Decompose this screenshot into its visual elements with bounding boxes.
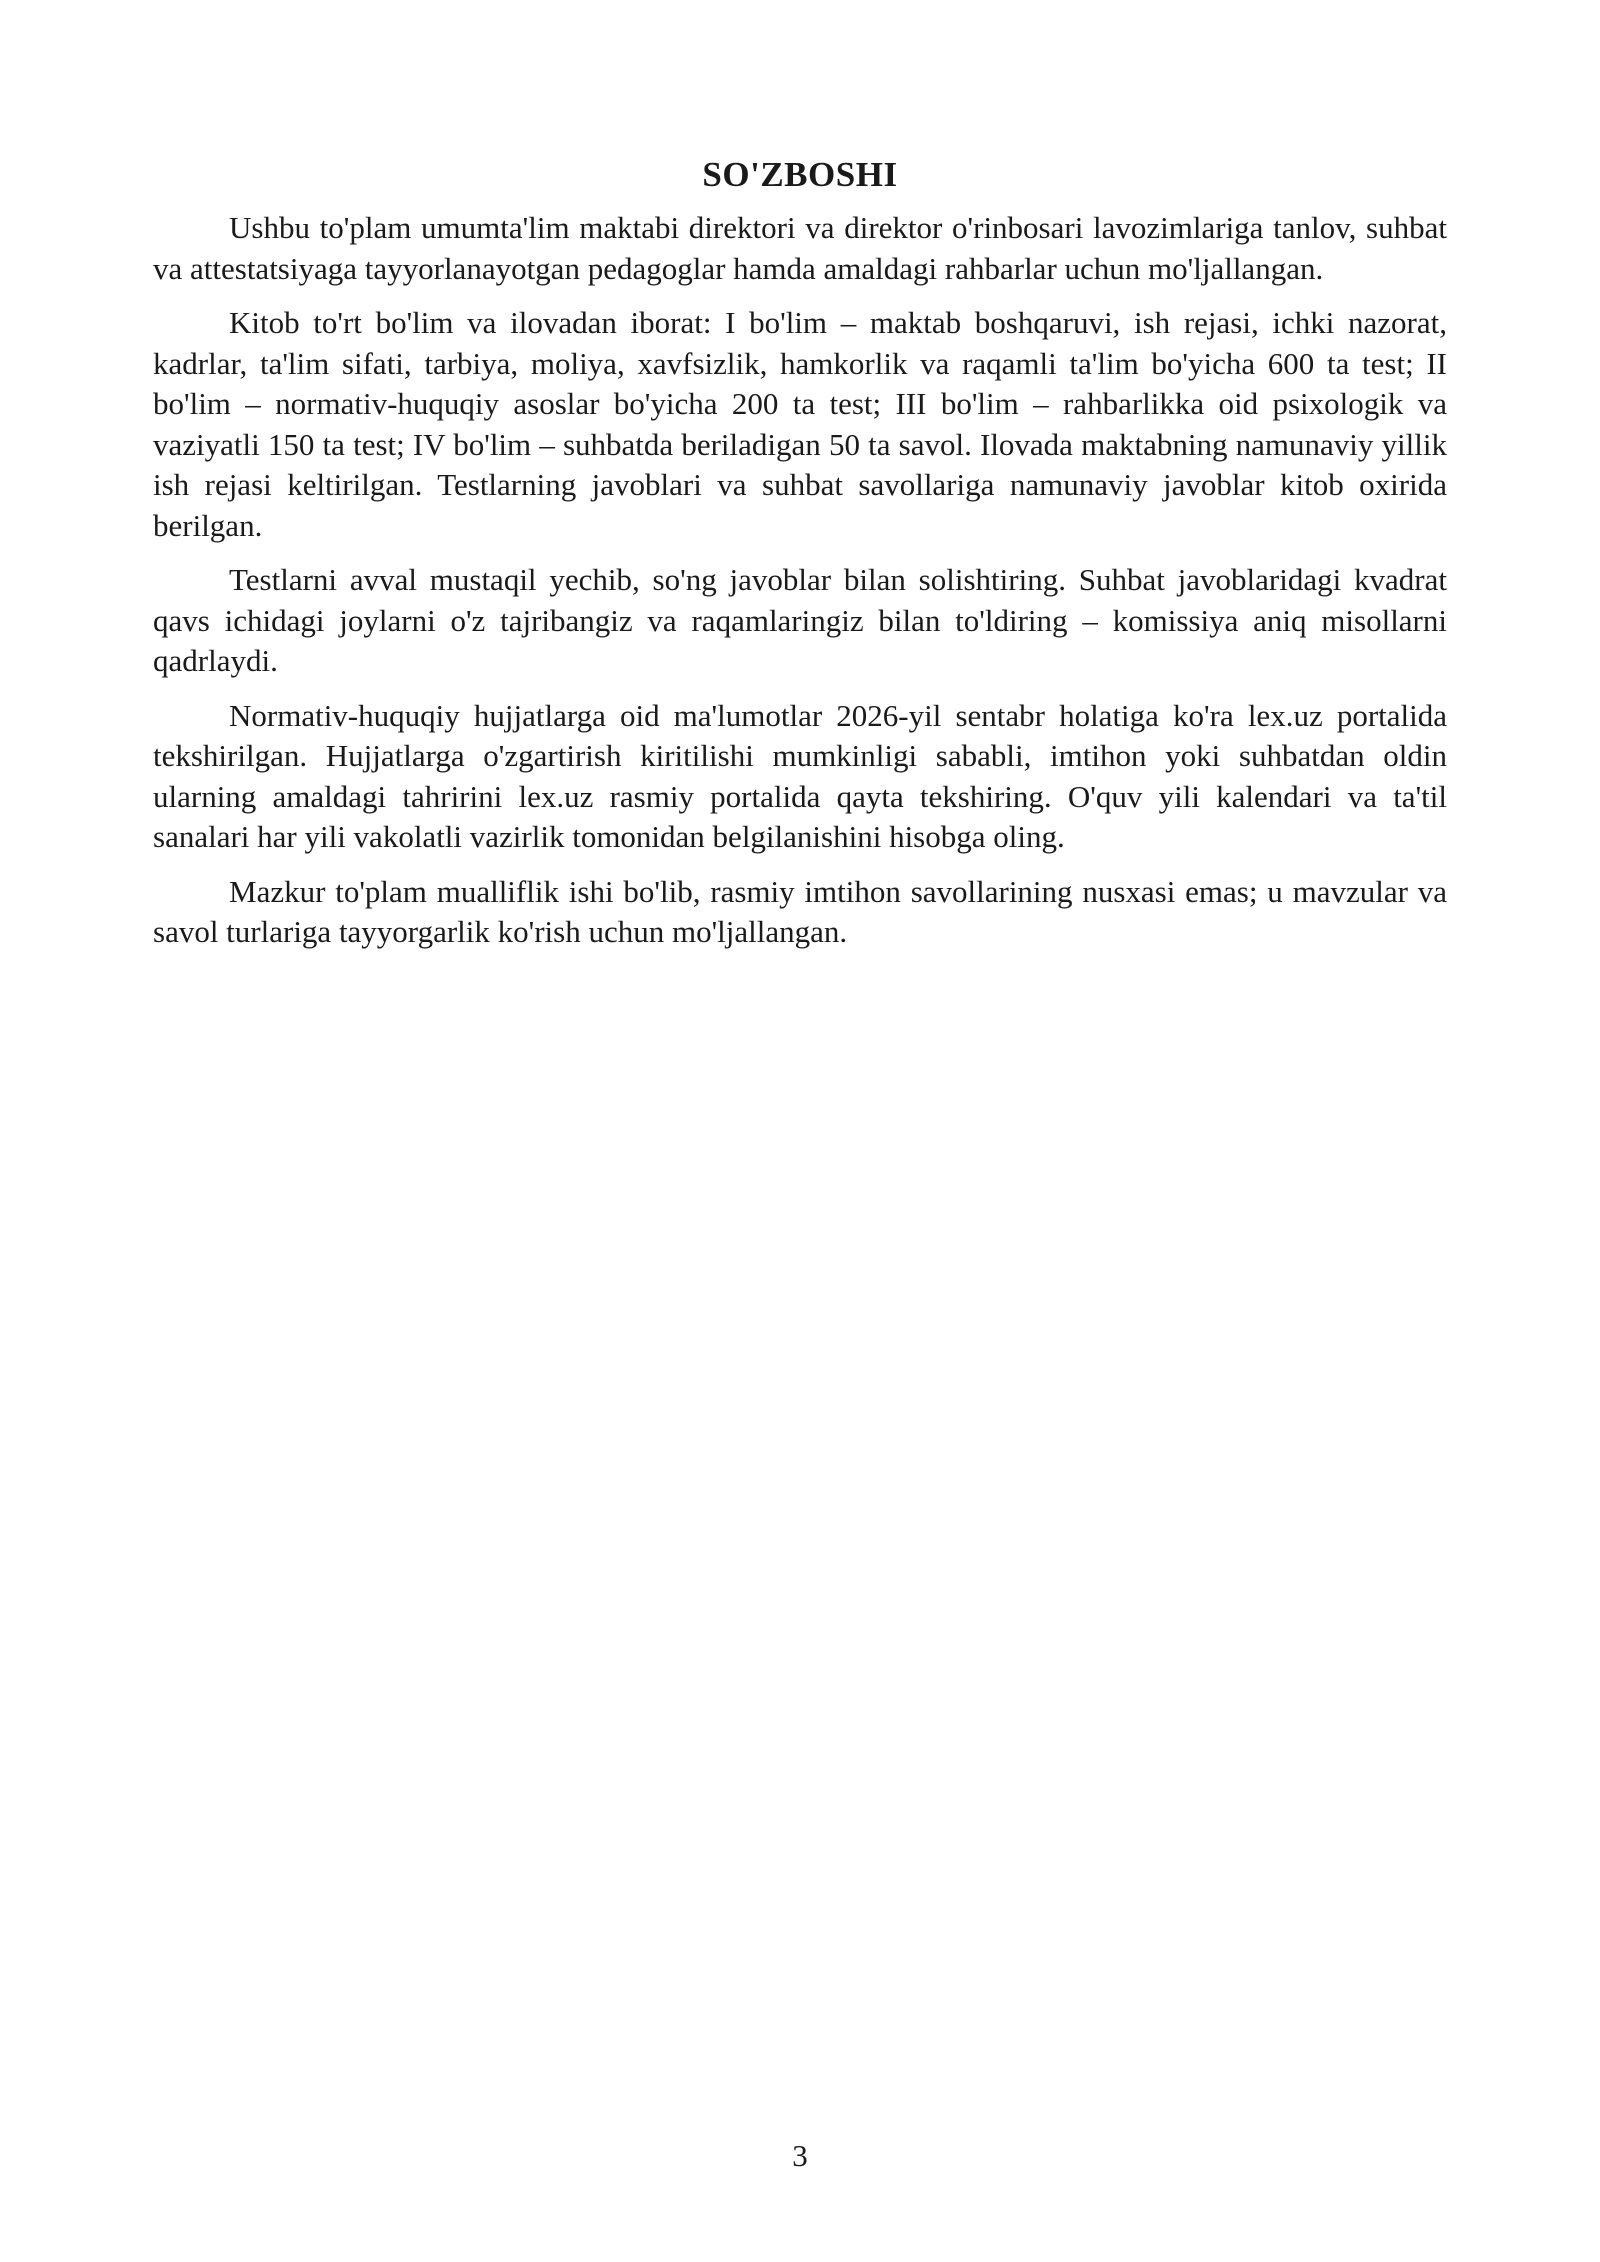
page-title: SO'ZBOSHI (702, 155, 898, 194)
paragraph-usage: Testlarni avval mustaqil yechib, so'ng javoblar bilan solishtiring. Suhbat javoblaridagi kvadrat qavs ichidagi joylarni o'z tajribangiz va raqamlaringiz bilan to'ldiring – komissiya aniq misollarni qadrlaydi. (153, 562, 1447, 678)
paragraph-structure: Kitob to'rt bo'lim va ilovadan iborat: I bo'lim – maktab boshqaruvi, ish rejasi, ichki nazorat, kadrlar, ta'lim sifati, tarbiya, moliya, xavfsizlik, hamkorlik va raqamli ta'lim bo'yicha 600 ta test; II bo'lim – normativ-huquqiy asoslar bo'yicha 200 ta test; III bo'lim – rahbarlikka oid psixologik va vaziyatli 150 ta test; IV bo'lim – suhbatda beriladigan 50 ta savol. Ilovada maktabning namunaviy yillik ish rejasi keltirilgan. Testlarning javoblari va suhbat savollariga namunaviy javoblar kitob oxirida berilgan. (153, 305, 1447, 543)
page-number: 3 (792, 2138, 808, 2173)
paragraph-intro: Ushbu to'plam umumta'lim maktabi direktori va direktor o'rinbosari lavozimlariga tanlov, suhbat va attestatsiyaga tayyorlanayotgan pedagoglar hamda amaldagi rahbarlar uchun mo'ljallangan. (153, 210, 1447, 286)
paragraph-disclaimer: Mazkur to'plam mualliflik ishi bo'lib, rasmiy imtihon savollarining nusxasi emas; u mavzular va savol turlariga tayyorgarlik ko'rish uchun mo'ljallangan. (153, 873, 1447, 949)
page-content (153, 150, 1447, 967)
paragraph-legal-note: Normativ-huquqiy hujjatlarga oid ma'lumotlar 2026-yil sentabr holatiga ko'ra lex.uz portalida tekshirilgan. Hujjatlarga o'zgartirish kiritilishi mumkinligi sababli, imtihon yoki suhbatdan oldin ularning amaldagi tahririni lex.uz rasmiy portalida qayta tekshiring. O'quv yili kalendari va ta'til sanalari har yili vakolatli vazirlik tomonidan belgilanishini hisobga oling. (153, 697, 1447, 854)
